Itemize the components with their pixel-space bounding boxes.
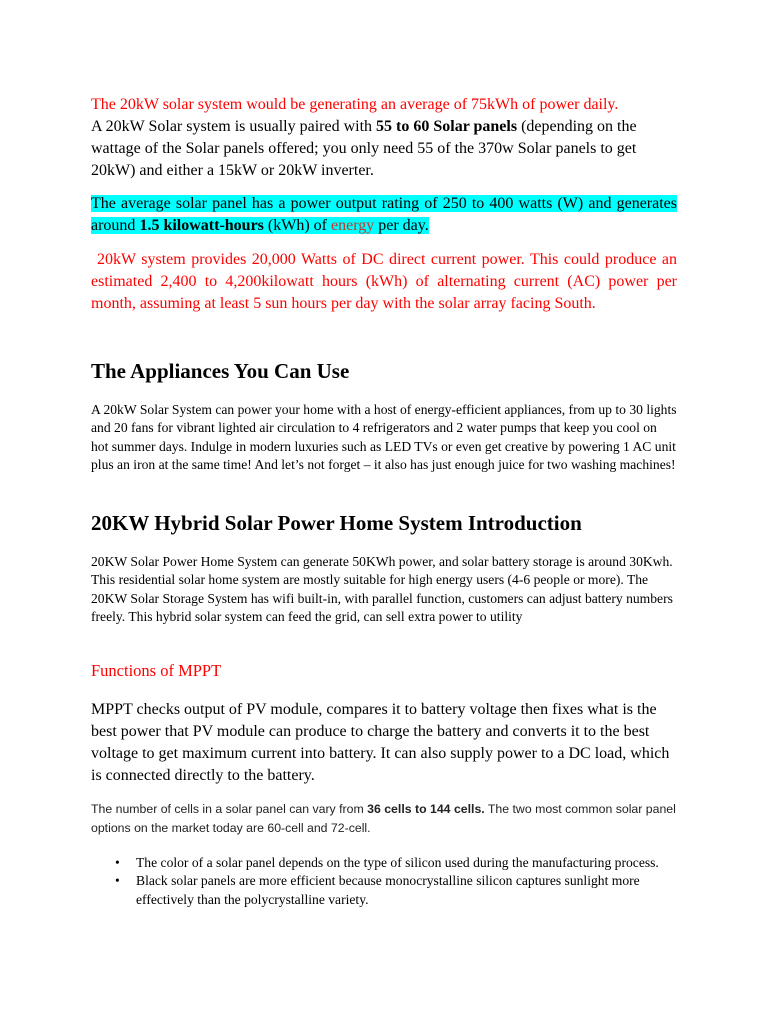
list-item-text: Black solar panels are more efficient because monocrystalline silicon captures sunlight more effectively than the polycrystalline variety. [136, 873, 640, 907]
list-item [91, 854, 677, 872]
highlight-span [91, 195, 677, 234]
cells-text: The number of cells in a solar panel can vary from [91, 802, 368, 816]
highlight-text-3: per day. [374, 217, 429, 234]
highlighted-paragraph [91, 193, 677, 237]
highlight-text-2: (kWh) of [263, 217, 331, 234]
hybrid-system-heading: 20KW Hybrid Solar Power Home System Introduction [91, 511, 582, 535]
intro-text: A 20kW Solar system is usually paired with [91, 118, 377, 135]
cells-text-cont: The two most common solar panel options on the market today are 60-cell and 72-cell. [91, 802, 676, 835]
highlight-text: The average solar panel has a power output rating of 250 to 400 watts (W) and generates around [91, 195, 677, 234]
panel-count-bold: 55 to 60 Solar panels [376, 118, 518, 135]
cells-bold: 36 cells to 144 cells. [367, 802, 485, 816]
mppt-subheading: Functions of MPPT [91, 661, 222, 680]
appliances-heading: The Appliances You Can Use [91, 359, 350, 383]
daily-output-sentence: The 20kW solar system would be generating an average of 75kWh of power daily. [91, 96, 619, 113]
kwh-bold: 1.5 kilowatt-hours [139, 217, 264, 234]
intro-text-cont: (depending on the wattage of the Solar panels offered; you only need 55 of the 370w Solar panels to get 20kW) and either a 15kW or 20kW inverter. [91, 118, 637, 179]
hybrid-system-paragraph: 20KW Solar Power Home System can generate 50KWh power, and solar battery storage is around 30Kwh. This residential solar home system are mostly suitable for high energy users (4-6 people or more). The 20KW Solar Storage System has wifi built-in, with parallel function, customers can adjust battery numbers freely. This hybrid solar system can feed the grid, can sell extra power to utility [91, 554, 673, 625]
list-item [91, 872, 677, 909]
mppt-paragraph: MPPT checks output of PV module, compares it to battery voltage then fixes what is the best power that PV module can produce to charge the battery and converts it to the best voltage to get maximum current into battery. It can also supply power to a DC load, which is connected directly to the battery. [91, 701, 670, 784]
dc-power-paragraph: 20kW system provides 20,000 Watts of DC direct current power. This could produce an estimated 2,400 to 4,200kilowatt hours (kWh) of alternating current (AC) power per month, assuming at least 5 sun hours per day with the solar array facing South. [91, 251, 677, 312]
list-item-text: The color of a solar panel depends on the type of silicon used during the manufacturing process. [136, 855, 659, 870]
bullet-icon: • [115, 873, 120, 889]
bullet-icon: • [115, 855, 120, 870]
cells-paragraph [91, 800, 677, 837]
appliances-paragraph: A 20kW Solar System can power your home with a host of energy-efficient appliances, from up to 30 lights and 20 fans for vibrant lighted air circulation to 4 refrigerators and 2 water pumps that keep you cool on hot summer days. Indulge in modern luxuries such as LED TVs or even get creative by powering 1 AC unit plus an iron at the same time! And let’s not forget – it also has just enough juice for two washing machines! [91, 402, 677, 473]
panel-facts-list [91, 854, 677, 909]
energy-link[interactable]: energy [330, 217, 375, 234]
intro-paragraph [91, 94, 677, 182]
